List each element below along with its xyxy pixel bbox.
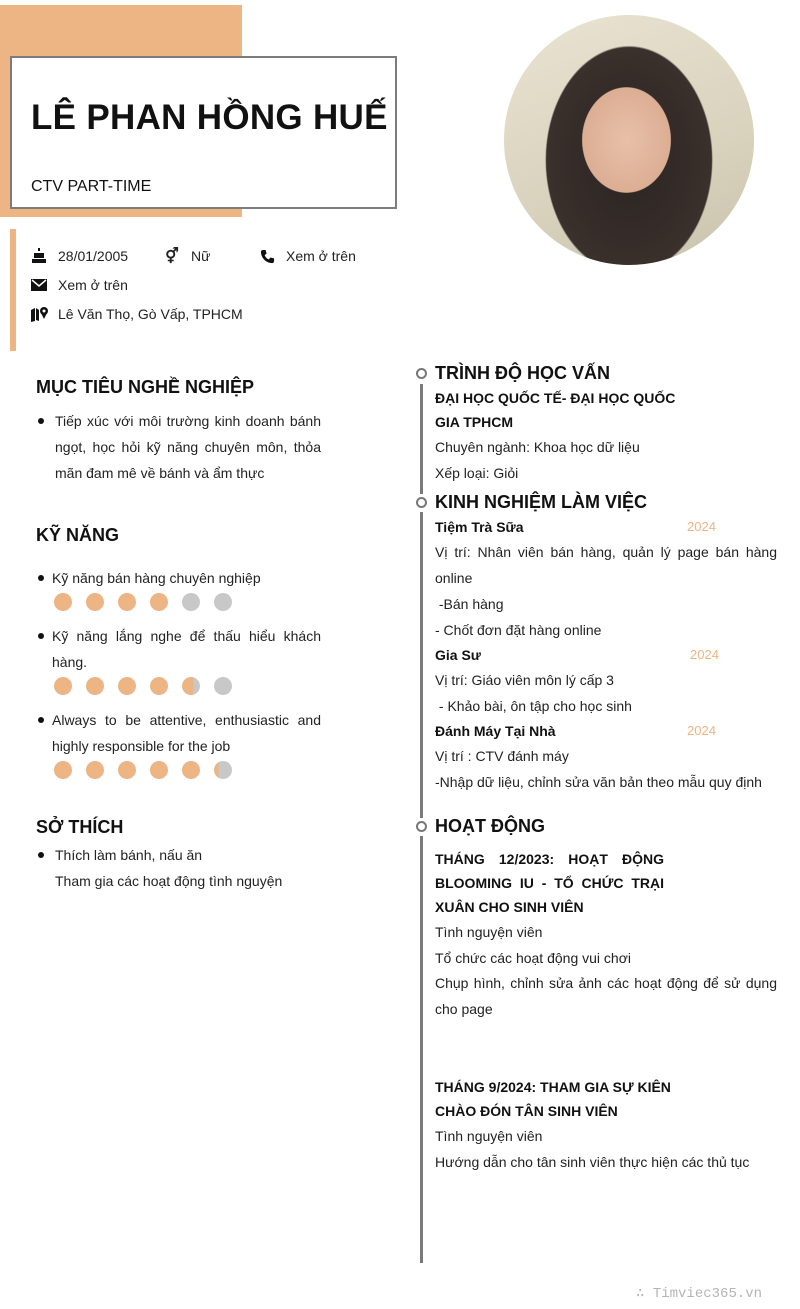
objective-title: MỤC TIÊU NGHỀ NGHIỆP <box>36 377 255 397</box>
contact-address: Lê Văn Thọ, Gò Vấp, TPHCM <box>30 306 243 322</box>
activity-line: Hướng dẫn cho tân sinh viên thực hiện các thủ tục <box>435 1154 750 1170</box>
activity-line: Chụp hình, chỉnh sửa ảnh các hoạt động để sử dụng cho page <box>435 975 777 1017</box>
avatar <box>504 15 754 265</box>
envelope-icon <box>30 277 48 293</box>
job-title: CTV PART-TIME <box>31 178 152 195</box>
job-line: -Nhập dữ liệu, chỉnh sửa văn bản theo mẫu quy định <box>435 774 762 790</box>
gender-icon: ⚥ <box>165 248 179 265</box>
school-name-cont: GIA TPHCM <box>435 414 514 430</box>
map-pin-icon <box>30 306 48 322</box>
job-line: - Khảo bài, ôn tập cho học sinh <box>435 698 632 714</box>
skills-title: KỸ NĂNG <box>36 525 120 545</box>
job-year: 2024 <box>687 519 716 534</box>
activity-heading: THÁNG 12/2023: HOẠT ĐỘNG <box>435 851 664 867</box>
bullet-dot <box>38 575 44 581</box>
job-line: Vị trí : CTV đánh máy <box>435 748 569 764</box>
timeline-node <box>416 821 427 832</box>
school-name: ĐẠI HỌC QUỐC TẾ- ĐẠI HỌC QUỐC <box>435 390 676 406</box>
contact-email: Xem ở trên <box>30 277 128 293</box>
job-year: 2024 <box>690 647 719 662</box>
timeline-node <box>416 497 427 508</box>
activity-heading: CHÀO ĐÓN TÂN SINH VIÊN <box>435 1103 618 1119</box>
name-box <box>10 56 397 209</box>
activities-title: HOẠT ĐỘNG <box>435 816 545 836</box>
activity-line: Tình nguyện viên <box>435 924 543 940</box>
activity-heading: THÁNG 9/2024: THAM GIA SỰ KIÊN <box>435 1079 671 1095</box>
bullet-dot <box>38 717 44 723</box>
candidate-name: LÊ PHAN HỒNG HUẾ <box>31 98 388 137</box>
skill-rating <box>54 677 232 695</box>
hobby-item: Thích làm bánh, nấu ăn <box>55 842 335 868</box>
contact-accent-bar <box>10 229 16 351</box>
activity-line: Tổ chức các hoạt động vui chơi <box>435 950 631 966</box>
skill-item: Always to be attentive, enthusiastic and highly responsible for the job <box>52 707 321 759</box>
activity-heading: XUÂN CHO SINH VIÊN <box>435 899 584 915</box>
skill-item: Kỹ năng bán hàng chuyên nghiệp <box>52 565 321 591</box>
skill-rating <box>54 761 232 779</box>
activity-heading: BLOOMING IU - TỔ CHỨC TRẠI <box>435 875 664 891</box>
job-line: Vị trí: Giáo viên môn lý cấp 3 <box>435 672 614 688</box>
bullet-dot <box>38 852 44 858</box>
job-company: Đánh Máy Tại Nhà <box>435 723 556 739</box>
skill-rating <box>54 593 232 611</box>
watermark: ∴ Timviec365.vn <box>636 1286 763 1302</box>
skill-item: Kỹ năng lắng nghe để thấu hiểu khách hàng. <box>52 623 321 675</box>
hobbies-title: SỞ THÍCH <box>36 817 124 837</box>
birthday-cake-icon <box>30 248 48 264</box>
activity-line: Tình nguyện viên <box>435 1128 543 1144</box>
bullet-dot <box>38 633 44 639</box>
timeline-line <box>420 384 423 494</box>
timeline-line <box>420 836 423 1263</box>
experience-title: KINH NGHIỆM LÀM VIỆC <box>435 492 648 512</box>
education-title: TRÌNH ĐỘ HỌC VẤN <box>435 363 610 383</box>
objective-text: Tiếp xúc với môi trường kinh doanh bánh ngọt, học hỏi kỹ năng chuyên môn, thỏa mãn đam mê về bánh và ẩm thực <box>55 408 321 486</box>
job-company: Tiệm Trà Sữa <box>435 519 524 535</box>
contact-gender: ⚥ Nữ <box>163 248 210 264</box>
job-year: 2024 <box>687 723 716 738</box>
hobby-item: Tham gia các hoạt động tình nguyện <box>55 873 283 889</box>
education-rank: Xếp loại: Giỏi <box>435 465 519 481</box>
contact-birthday: 28/01/2005 <box>30 248 128 264</box>
timeline-line <box>420 512 423 818</box>
timeline-node <box>416 368 427 379</box>
job-line: Vị trí: Nhân viên bán hàng, quản lý page bán hàng online <box>435 544 777 586</box>
bullet-dot <box>38 418 44 424</box>
education-major: Chuyên ngành: Khoa học dữ liệu <box>435 439 640 455</box>
phone-icon <box>258 248 276 264</box>
job-line: -Bán hàng <box>435 596 504 612</box>
contact-phone: Xem ở trên <box>258 248 356 264</box>
job-company: Gia Sư <box>435 647 481 663</box>
job-line: - Chốt đơn đặt hàng online <box>435 622 602 638</box>
